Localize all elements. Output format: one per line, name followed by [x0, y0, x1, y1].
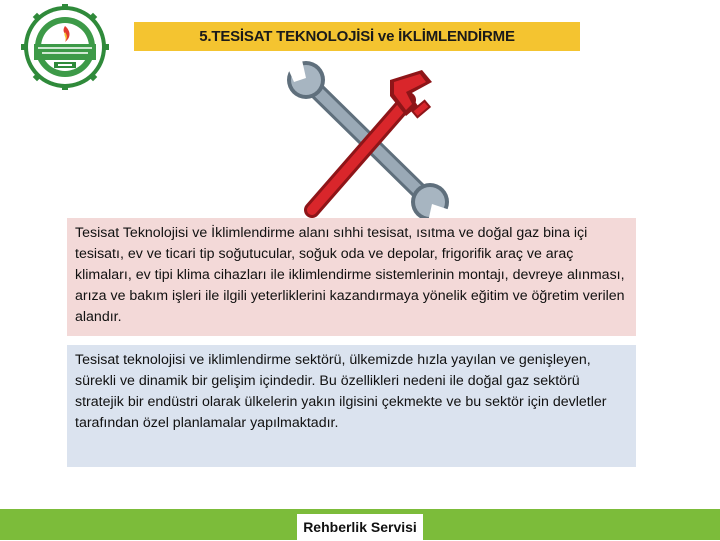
footer-label: Rehberlik Servisi [297, 514, 423, 541]
paragraph-2-text: Tesisat teknolojisi ve iklimlendirme sektörü, ülkemizde hızla yayılan ve genişleyen, sürekli ve dinamik bir gelişim içindedir. Bu özellikleri nedeni ile doğal gaz sektörü stratejik bir endüstri olarak ülkelerin yakın ilgisini çekmekte ve bu sektör için devletler tarafından özel planlamalar yapılmaktadır. [75, 352, 607, 431]
school-emblem-icon [4, 4, 126, 90]
page-title: 5.TESİSAT TEKNOLOJİSİ ve İKLİMLENDİRME [199, 28, 515, 45]
page-title-bar [134, 22, 580, 51]
crossed-wrenches-icon [272, 60, 464, 228]
description-paragraph-1 [67, 218, 636, 336]
description-paragraph-2 [67, 345, 636, 467]
paragraph-1-text: Tesisat Teknolojisi ve İklimlendirme alanı sıhhi tesisat, ısıtma ve doğal gaz bina içi tesisatı, ev ve ticari tip soğutucular, soğuk oda ve depolar, frigorifik araç ve araç klimaları, ev tipi klima cihazları ile iklimlendirme sistemlerinin montajı, devreye alınması, arıza ve bakım işleri ile ilgili yeterliklerini kazandırmaya yönelik eğitim ve öğretim verilen alandır. [75, 225, 625, 325]
footer-bar [0, 509, 720, 540]
